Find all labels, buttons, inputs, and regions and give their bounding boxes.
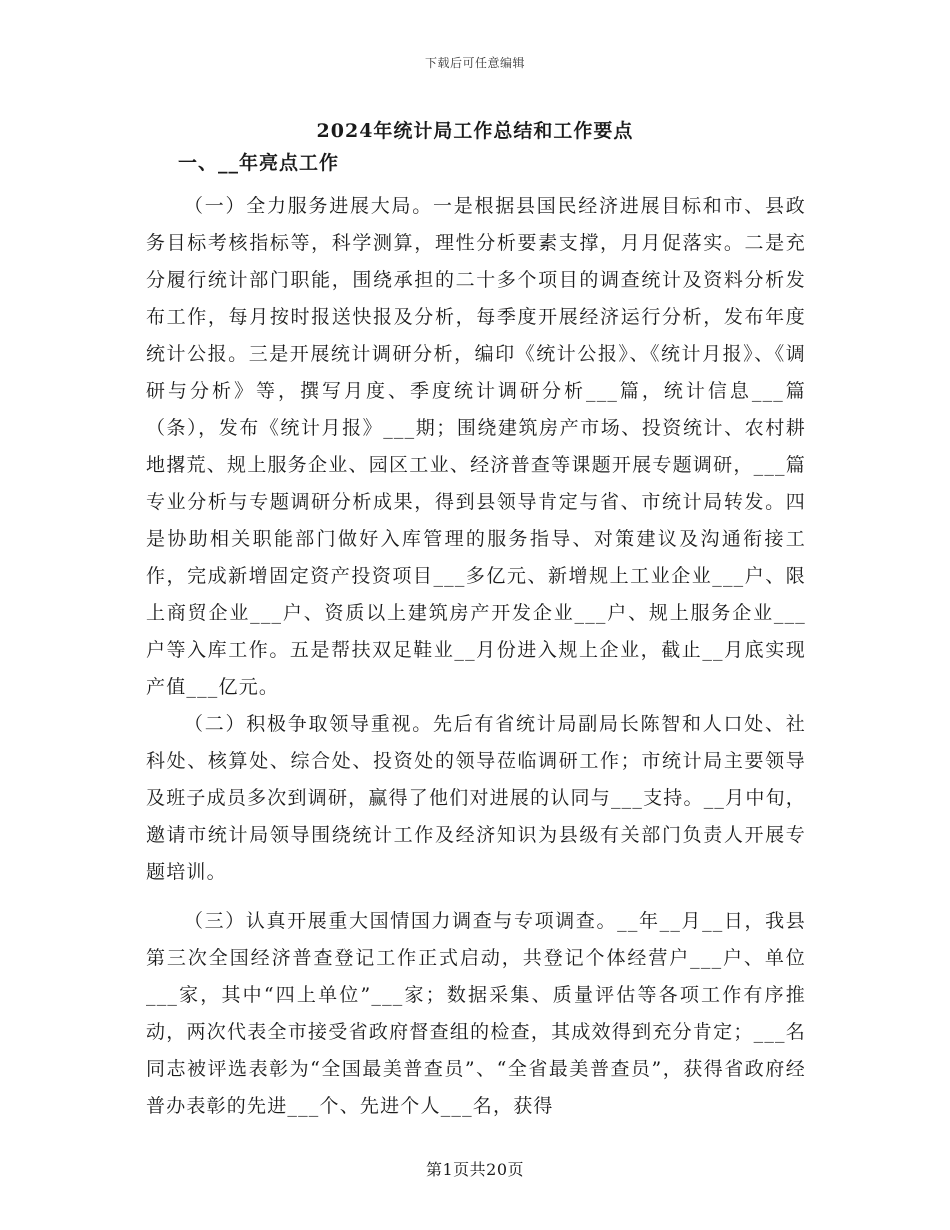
document-body (146, 188, 806, 1125)
section-heading: 一、__年亮点工作 (178, 152, 340, 174)
paragraph-2: （二）积极争取领导重视。先后有省统计局副局长陈智和人口处、社科处、核算处、综合处、投资处的领导莅临调研工作；市统计局主要领导及班子成员多次到调研，赢得了他们对进展的认同与___支持。__月中旬，邀请市统计局领导围绕统计工作及经济知识为县级有关部门负责人开展专题培训。 (146, 713, 806, 883)
document-title: 2024年统计局工作总结和工作要点 (316, 120, 634, 142)
paragraph-1: （一）全力服务进展大局。一是根据县国民经济进展目标和市、县政务目标考核指标等，科学测算，理性分析要素支撑，月月促落实。二是充分履行统计部门职能，围绕承担的二十多个项目的调查统计及资料分析发布工作，每月按时报送快报及分析，每季度开展经济运行分析，发布年度统计公报。三是开展统计调研分析，编印《统计公报》、《统计月报》、《调研与分析》等，撰写月度、季度统计调研分析___篇，统计信息___篇（条），发布《统计月报》___期；围绕建筑房产市场、投资统计、农村耕地撂荒、规上服务企业、园区工业、经济普查等课题开展专题调研，___篇专业分析与专题调研分析成果，得到县领导肯定与省、市统计局转发。四是协助相关职能部门做好入库管理的服务指导、对策建议及沟通衔接工作，完成新增固定资产投资项目___多亿元、新增规上工业企业___户、限上商贸企业___户、资质以上建筑房产开发企业___户、规上服务企业___户等入库工作。五是帮扶双足鞋业__月份进入规上企业，截止__月底实现产值___亿元。 (146, 195, 806, 698)
header-note: 下载后可任意编辑 (424, 56, 525, 70)
paragraph-3: （三）认真开展重大国情国力调查与专项调查。__年__月__日，我县第三次全国经济普查登记工作正式启动，共登记个体经营户___户、单位___家，其中“四上单位”___家；数据采集、质量评估等各项工作有序推动，两次代表全市接受省政府督查组的检查，其成效得到充分肯定；___名同志被评选表彰为“全国最美普查员”、“全省最美普查员”，获得省政府经普办表彰的先进___个、先进个人___名，获得 (146, 910, 806, 1117)
page-number: 第1页共20页 (425, 1160, 525, 1179)
